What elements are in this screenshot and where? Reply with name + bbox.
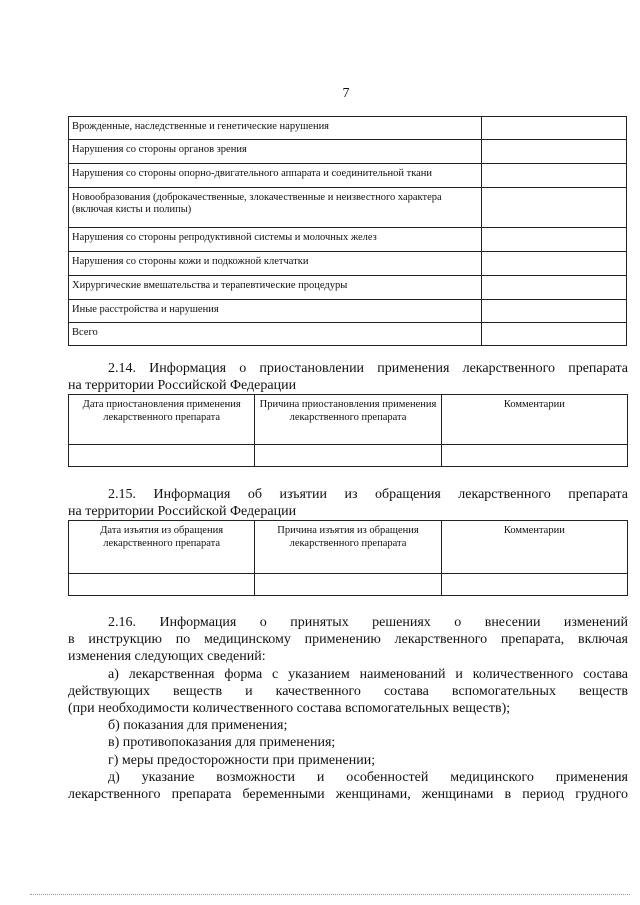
table-cell[interactable] bbox=[255, 574, 441, 596]
list-item-b: б) показания для применения; bbox=[108, 718, 288, 734]
list-item-g: г) меры предосторожности при применении; bbox=[108, 752, 376, 768]
table-cell-value[interactable] bbox=[482, 117, 627, 140]
table-cell-category: Новообразования (доброкачественные, злокачественные и неизвестного характера (включая кисты и полипы) bbox=[69, 188, 482, 228]
table-row bbox=[69, 252, 627, 276]
table-cell[interactable] bbox=[255, 445, 441, 467]
table-cell-category: Нарушения со стороны опорно-двигательного аппарата и соединительной ткани bbox=[69, 164, 482, 188]
section-heading-line: на территории Российской Федерации bbox=[68, 378, 297, 393]
table-cell-category: Нарушения со стороны репродуктивной системы и молочных желез bbox=[69, 228, 482, 252]
list-item-d: д) указание возможности и особенностей медицинского применения bbox=[108, 769, 628, 785]
table-cell-value[interactable] bbox=[482, 252, 627, 276]
paragraph-line: в инструкцию по медицинскому применению лекарственного препарата, включая bbox=[68, 632, 628, 648]
table-header-row bbox=[69, 521, 628, 574]
list-item-v: в) противопоказания для применения; bbox=[108, 735, 336, 751]
column-header: Дата приостановления применения лекарственного препарата bbox=[69, 395, 255, 445]
column-header: Причина приостановления применения лекарственного препарата bbox=[255, 395, 441, 445]
section-2-15-heading bbox=[68, 486, 628, 520]
withdrawal-table bbox=[68, 520, 628, 596]
section-heading-line: на территории Российской Федерации bbox=[68, 504, 297, 519]
table-cell-category: Хирургические вмешательства и терапевтические процедуры bbox=[69, 276, 482, 300]
section-2-16 bbox=[68, 614, 628, 803]
table-cell-category: Врожденные, наследственные и генетические нарушения bbox=[69, 117, 482, 140]
column-header: Комментарии bbox=[441, 395, 627, 445]
table-row bbox=[69, 117, 627, 140]
paragraph-line: изменения следующих сведений: bbox=[68, 649, 266, 665]
table-cell-value[interactable] bbox=[482, 228, 627, 252]
section-heading-line: 2.15. Информация об изъятии из обращения лекарственного препарата bbox=[108, 487, 628, 502]
table-cell-value[interactable] bbox=[482, 323, 627, 346]
table-cell-value[interactable] bbox=[482, 188, 627, 228]
table-header-row bbox=[69, 395, 628, 445]
list-item-a: а) лекарственная форма с указанием наименований и количественного состава bbox=[108, 666, 628, 682]
table-cell-value[interactable] bbox=[482, 164, 627, 188]
table-cell-category: Всего bbox=[69, 323, 482, 346]
table-cell-category: Нарушения со стороны органов зрения bbox=[69, 140, 482, 164]
table-cell-category: Иные расстройства и нарушения bbox=[69, 300, 482, 323]
page-number: 7 bbox=[342, 86, 350, 101]
suspension-table bbox=[68, 394, 628, 467]
table-cell-value[interactable] bbox=[482, 300, 627, 323]
list-item-a-cont: (при необходимости количественного состава вспомогательных веществ); bbox=[68, 701, 511, 717]
table-row bbox=[69, 276, 627, 300]
table-cell[interactable] bbox=[441, 574, 627, 596]
table-row bbox=[69, 228, 627, 252]
list-item-d-cont: лекарственного препарата беременными женщинами, женщинами в период грудного bbox=[68, 787, 628, 803]
paragraph-line: 2.16. Информация о принятых решениях о внесении изменений bbox=[108, 615, 628, 630]
table-cell-value[interactable] bbox=[482, 276, 627, 300]
table-row bbox=[69, 574, 628, 596]
table-cell-category: Нарушения со стороны кожи и подкожной клетчатки bbox=[69, 252, 482, 276]
table-cell[interactable] bbox=[69, 445, 255, 467]
table-cell[interactable] bbox=[441, 445, 627, 467]
table-row bbox=[69, 164, 627, 188]
section-heading-line: 2.14. Информация о приостановлении применения лекарственного препарата bbox=[108, 361, 628, 376]
table-row bbox=[69, 300, 627, 323]
disorders-table bbox=[68, 116, 627, 346]
table-cell-value[interactable] bbox=[482, 140, 627, 164]
table-row bbox=[69, 323, 627, 346]
table-row bbox=[69, 140, 627, 164]
table-row bbox=[69, 188, 627, 228]
table-cell[interactable] bbox=[69, 574, 255, 596]
list-item-a-cont: действующих веществ и качественного состава вспомогательных веществ bbox=[68, 683, 628, 699]
section-2-14-heading bbox=[68, 360, 628, 394]
column-header: Комментарии bbox=[441, 521, 627, 574]
bottom-divider bbox=[30, 894, 630, 895]
table-row bbox=[69, 445, 628, 467]
column-header: Причина изъятия из обращения лекарственного препарата bbox=[255, 521, 441, 574]
column-header: Дата изъятия из обращения лекарственного препарата bbox=[69, 521, 255, 574]
